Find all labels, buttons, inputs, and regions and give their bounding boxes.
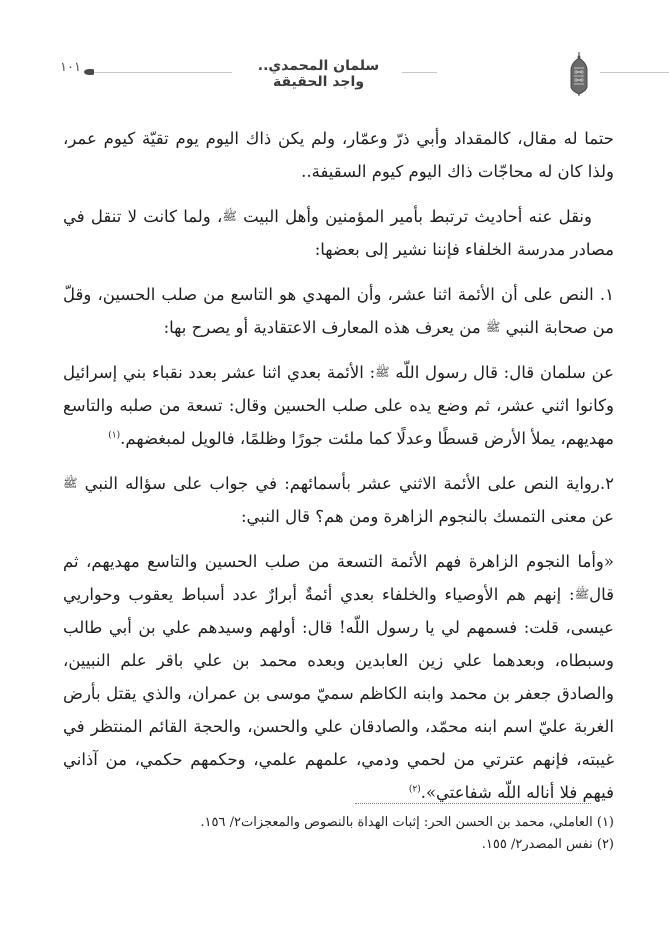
- list-item: [63, 278, 614, 344]
- footnote-text: العاملي، محمد بن الحسن الحر: إثبات الهداة بالنصوص والمعجزات٢/ ١٥٦.: [200, 815, 597, 830]
- footnote: [63, 812, 614, 834]
- paragraph: [63, 122, 614, 188]
- hadith-quote: [63, 545, 614, 809]
- paragraph-text: حتما له مقال، كالمقداد وأبي ذرّ وعمّار، ولم يكن ذاك اليوم يوم تقيّة كيوم عمر، ولذا كان له محاجّات ذاك اليوم كيوم السقيفة..: [63, 129, 614, 181]
- page-header: [0, 50, 669, 100]
- list-item-text: النص على أن الأئمة اثنا عشر، وأن المهدي هو التاسع من صلب الحسين، وقلّ من صحابة النبي: [63, 285, 614, 337]
- lantern-ornament-icon: [569, 52, 589, 96]
- page-number: ١٠١: [60, 60, 81, 75]
- list-item-text: عن معنى التمسك بالنجوم الزاهرة ومن هم؟ قال النبي:: [240, 507, 614, 526]
- footnote-ref[interactable]: (١): [108, 430, 121, 441]
- list-number: ٢.: [599, 474, 614, 493]
- list-item: [63, 467, 614, 533]
- hadith-text: : الأئمة بعدي اثنا عشر بعدد نقباء بني إسرائيل وكانوا اثني عشر، ثم وضع يده على صلب الحسين وقال: تسعة من صلبه والتاسع مهديهم، يملأ الأرض قسطًا وعدلًا كما ملئت جورًا وظلمًا، فالويل لمبغضهم.: [63, 363, 614, 448]
- honorific-icon: ﷺ: [63, 476, 78, 490]
- honorific-icon: ﷺ: [485, 320, 501, 334]
- paragraph-text: ، ولما كانت لا تنقل في مصادر مدرسة الخلفاء فإننا نشير إلى بعضها:: [63, 207, 614, 259]
- footnote-marker: (٢): [596, 837, 614, 852]
- footnote: [63, 834, 614, 856]
- paragraph: [63, 200, 614, 266]
- paragraph-text: ونقل عنه أحاديث ترتبط بأمير المؤمنين وأهل البيت: [236, 207, 592, 226]
- header-rule-right-inner: [402, 72, 437, 73]
- list-number: ١.: [599, 285, 614, 304]
- list-item-text: من يعرف هذه المعارف الاعتقادية أو يصرح بها:: [163, 318, 486, 337]
- footnote-ref[interactable]: (٢): [408, 784, 421, 795]
- honorific-icon: ﷺ: [222, 209, 237, 223]
- main-text: [63, 122, 614, 821]
- list-item-text: رواية النص على الأئمة الاثني عشر بأسمائهم: في جواب على سؤاله النبي: [77, 474, 600, 493]
- honorific-icon: ﷺ: [375, 365, 390, 379]
- header-rule-right-outer: [600, 72, 669, 73]
- footnote-marker: (١): [596, 815, 614, 830]
- pen-tip-icon: [84, 69, 94, 75]
- footnotes: [63, 812, 614, 856]
- header-rule-left: [90, 72, 232, 73]
- running-title: سلمان المحمدي.. واجد الحقيقة: [257, 58, 380, 90]
- honorific-icon: ﷺ: [574, 587, 590, 601]
- hadith-quote: [63, 356, 614, 455]
- hadith-text: عن سلمان قال: قال رسول اللّه: [389, 363, 614, 382]
- footnote-text: نفس المصدر٢/ ١٥٥.: [481, 837, 597, 852]
- hadith-text: «وأما النجوم الزاهرة فهم الأئمة التسعة من صلب الحسين والتاسع مهديهم، ثم قال: [63, 552, 614, 604]
- hadith-text: : إنهم هم الأوصياء والخلفاء بعدي أئمةٌ أبرارٌ عدد أسباط يعقوب وحواريي عيسى، قلت: فسمهم لي يا رسول اللّه! قال: أولهم وسيدهم علي بن أبي طالب وسبطاه، وبعدهما علي زين العابدين وبعده محمد بن علي باقر علم النبيين، والصادق جعفر بن محمد وابنه الكاظم سميّ موسى بن عمران، والذي يقتل بأرض الغربة عليّ اسم ابنه محمّد، والصادقان علي والحسن، والحجة القائم المنتظر في غيبته، فإنهم عترتي من لحمي ودمي، علمهم علمي، وحكمهم حكمي، من آذاني فيهم فلا أناله اللّه شفاعتي».: [63, 585, 614, 802]
- footnote-divider: [355, 803, 591, 804]
